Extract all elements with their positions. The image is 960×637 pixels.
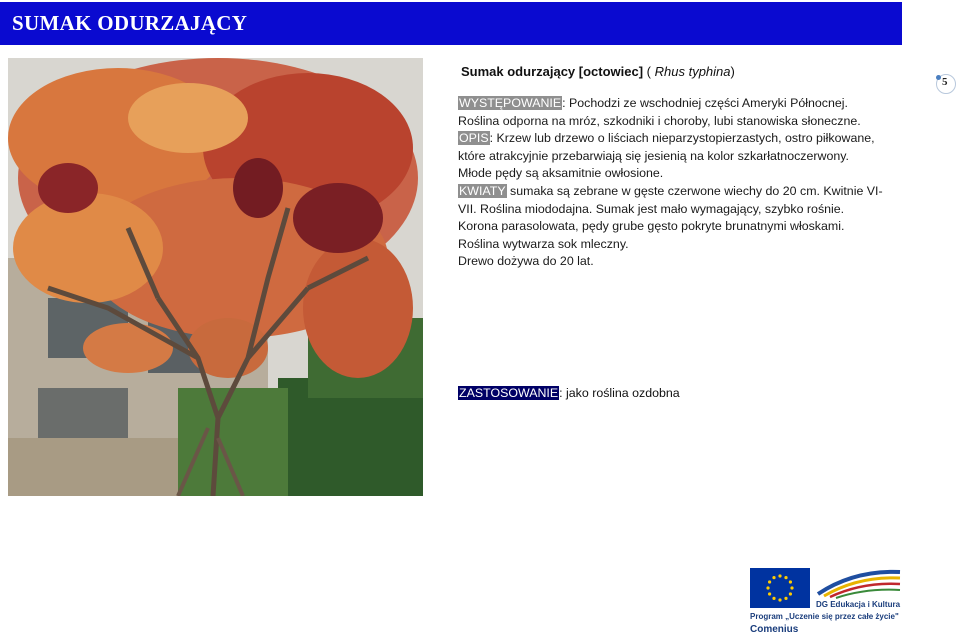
opis-line-1 xyxy=(458,130,898,148)
opis-line-2: które atrakcyjnie przebarwiają się jesienią na kolor szkarłatnoczerwony. xyxy=(458,148,849,163)
wystepowanie-label: WYSTĘPOWANIE xyxy=(459,96,562,110)
kwiaty-line-3: Korona parasolowata, pędy grube gęsto pokryte brunatnymi włoskami. xyxy=(458,219,845,234)
footer-logos xyxy=(748,566,908,636)
description-block xyxy=(458,95,898,271)
wystepowanie-text-1: : Pochodzi ze wschodniej części Ameryki Północnej. xyxy=(562,96,848,110)
programme-label: Program „Uczenie się przez całe życie" xyxy=(750,612,899,621)
subtitle-open-paren: ( xyxy=(643,64,655,79)
wystepowanie-line-1 xyxy=(458,95,898,113)
page-number-dot xyxy=(936,75,941,80)
kwiaty-text-1: sumaka są zebrane w gęste czerwone wiechy do 20 cm. Kwitnie VI- xyxy=(506,183,883,198)
kwiaty-label: KWIATY xyxy=(459,183,506,198)
kwiaty-line-1 xyxy=(458,183,898,201)
opis-text-1: : Krzew lub drzewo o liściach nieparzystopierzastych, ostro piłkowane, xyxy=(489,131,875,146)
plant-common-name: Sumak odurzający [octowiec] xyxy=(461,64,644,79)
kwiaty-line-4: Roślina wytwarza sok mleczny. xyxy=(458,236,629,251)
kwiaty-line-5: Drewo dożywa do 20 lat. xyxy=(458,254,594,269)
kwiaty-line-2: VII. Roślina miododajna. Sumak jest mało wymagający, szybko rośnie. xyxy=(458,201,845,216)
page-number: 5 xyxy=(942,76,948,88)
comenius-label: Comenius xyxy=(750,624,799,635)
page-title: SUMAK ODURZAJĄCY xyxy=(12,11,248,35)
eu-flag-icon xyxy=(750,568,810,608)
zastosowanie-text: : jako roślina ozdobna xyxy=(559,386,680,400)
subtitle-close-paren: ) xyxy=(730,64,735,79)
wystepowanie-line-2: Roślina odporna na mróz, szkodniki i choroby, lubi stanowiska słoneczne. xyxy=(458,113,861,128)
zastosowanie-label: ZASTOSOWANIE xyxy=(459,386,559,400)
opis-line-3: Młode pędy są aksamitnie owłosione. xyxy=(458,166,664,181)
dg-swoosh-logo-icon xyxy=(814,566,904,600)
page-number-circle-icon xyxy=(936,72,956,92)
sumac-tree-photo xyxy=(8,58,423,496)
plant-latin-name: Rhus typhina xyxy=(654,64,731,79)
title-bar xyxy=(0,2,902,45)
zastosowanie-line xyxy=(458,385,680,402)
plant-subtitle xyxy=(461,63,735,80)
opis-label: OPIS xyxy=(459,131,489,146)
dg-label: DG Edukacja i Kultura xyxy=(816,600,901,609)
